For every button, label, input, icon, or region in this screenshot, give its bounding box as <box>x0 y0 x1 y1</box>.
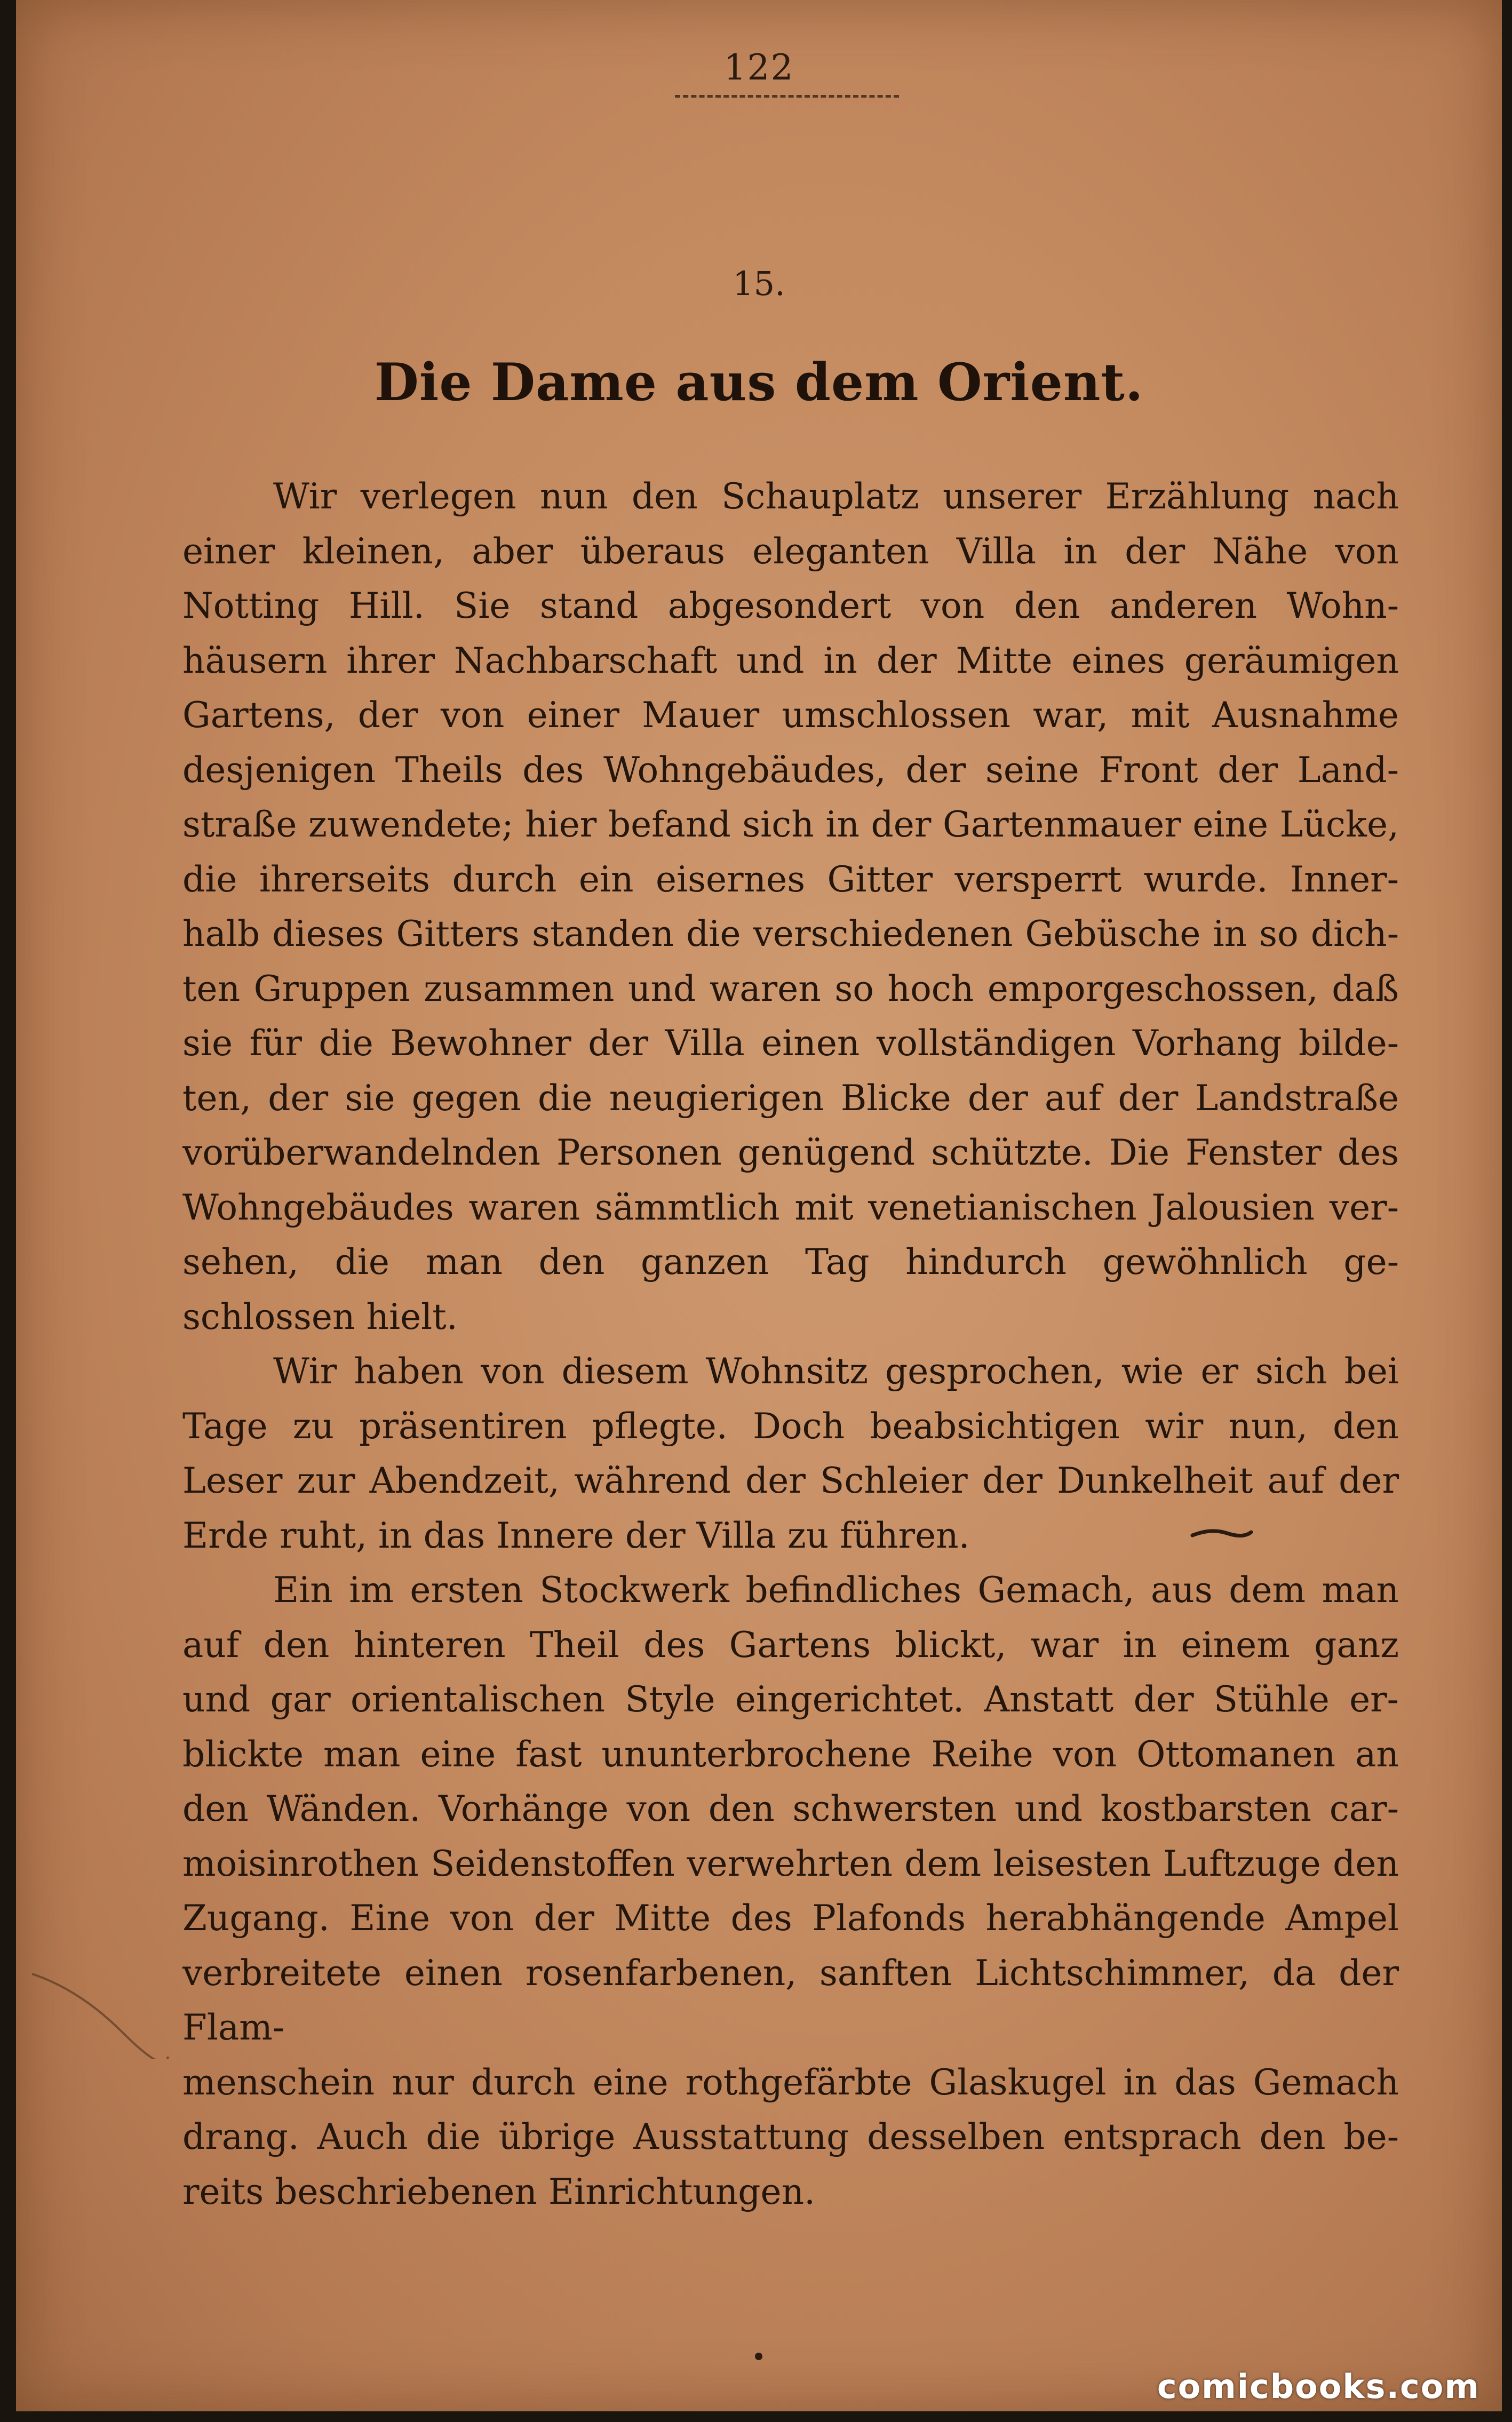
watermark-logo: comicbooks.com <box>1157 2367 1480 2406</box>
text-line: desjenigen Theils des Wohngebäudes, der seine Front der Land- <box>182 749 1399 791</box>
text-line: Ein im ersten Stockwerk befindliches Gemach, aus dem man <box>273 1569 1399 1611</box>
page-number: 122 <box>723 47 794 88</box>
text-line: drang. Auch die übrige Ausstattung desselben entsprach den be- <box>182 2116 1399 2157</box>
text-line: sie für die Bewohner der Villa einen vollständigen Vorhang bilde- <box>182 1023 1399 1064</box>
text-line: Zugang. Eine von der Mitte des Plafonds herabhängende Ampel <box>182 1898 1399 1939</box>
text-line: moisinrothen Seidenstoffen verwehrten dem leisesten Luftzuge den <box>182 1843 1399 1884</box>
text-line: menschein nur durch eine rothgefärbte Glaskugel in das Gemach <box>182 2061 1399 2103</box>
text-line: Wohngebäudes waren sämmtlich mit venetianischen Jalousien ver- <box>182 1186 1399 1228</box>
text-line: Wir haben von diesem Wohnsitz gesprochen, wie er sich bei <box>273 1351 1399 1392</box>
bottom-dot-mark <box>755 2353 762 2360</box>
header-ornament-rule <box>675 95 899 105</box>
text-line: den Wänden. Vorhänge von den schwersten und kostbarsten car- <box>182 1788 1399 1829</box>
page-crease-mark <box>32 1969 171 2059</box>
text-line: häusern ihrer Nachbarschaft und in der Mitte eines geräumigen <box>182 640 1399 681</box>
text-line: straße zuwendete; hier befand sich in der Gartenmauer eine Lücke, <box>182 804 1399 845</box>
chapter-title: Die Dame aus dem Orient. <box>374 352 1144 412</box>
book-page <box>16 0 1502 2411</box>
text-line: blickte man eine fast ununterbrochene Reihe von Ottomanen an <box>182 1733 1399 1775</box>
paragraph-1 <box>182 469 1399 1344</box>
text-line: und gar orientalischen Style eingerichtet. Anstatt der Stühle er- <box>182 1679 1399 1720</box>
body-text <box>182 469 1399 2219</box>
text-line: Tage zu präsentiren pflegte. Doch beabsichtigen wir nun, den <box>182 1405 1399 1447</box>
text-line: einer kleinen, aber überaus eleganten Villa in der Nähe von <box>182 530 1399 572</box>
text-line: Notting Hill. Sie stand abgesondert von den anderen Wohn- <box>182 585 1399 626</box>
paragraph-3 <box>182 1563 1399 2219</box>
text-line: sehen, die man den ganzen Tag hindurch gewöhnlich ge- <box>182 1241 1399 1282</box>
text-line: die ihrerseits durch ein eisernes Gitter versperrt wurde. Inner- <box>182 858 1399 900</box>
text-line: verbreitete einen rosenfarbenen, sanften Lichtschimmer, da der Flam- <box>182 1952 1399 2048</box>
text-line: Wir verlegen nun den Schauplatz unserer Erzählung nach <box>273 476 1399 517</box>
ink-smudge-mark <box>1190 1526 1254 1542</box>
text-line: reits beschriebenen Einrichtungen. <box>182 2171 816 2212</box>
text-line: halb dieses Gitters standen die verschiedenen Gebüsche in so dich- <box>182 913 1399 954</box>
text-line: ten Gruppen zusammen und waren so hoch emporgeschossen, daß <box>182 968 1399 1009</box>
text-line: vorüberwandelnden Personen genügend schützte. Die Fenster des <box>182 1132 1399 1173</box>
text-line: ten, der sie gegen die neugierigen Blicke der auf der Landstraße <box>182 1077 1399 1119</box>
text-line: Erde ruht, in das Innere der Villa zu führen. <box>182 1515 970 1556</box>
text-line: Leser zur Abendzeit, während der Schleier der Dunkelheit auf der <box>182 1460 1399 1501</box>
chapter-number: 15. <box>733 264 785 303</box>
text-line: Gartens, der von einer Mauer umschlossen war, mit Ausnahme <box>182 695 1399 736</box>
text-line: auf den hinteren Theil des Gartens blickt, war in einem ganz <box>182 1624 1399 1666</box>
text-line: schlossen hielt. <box>182 1296 458 1337</box>
